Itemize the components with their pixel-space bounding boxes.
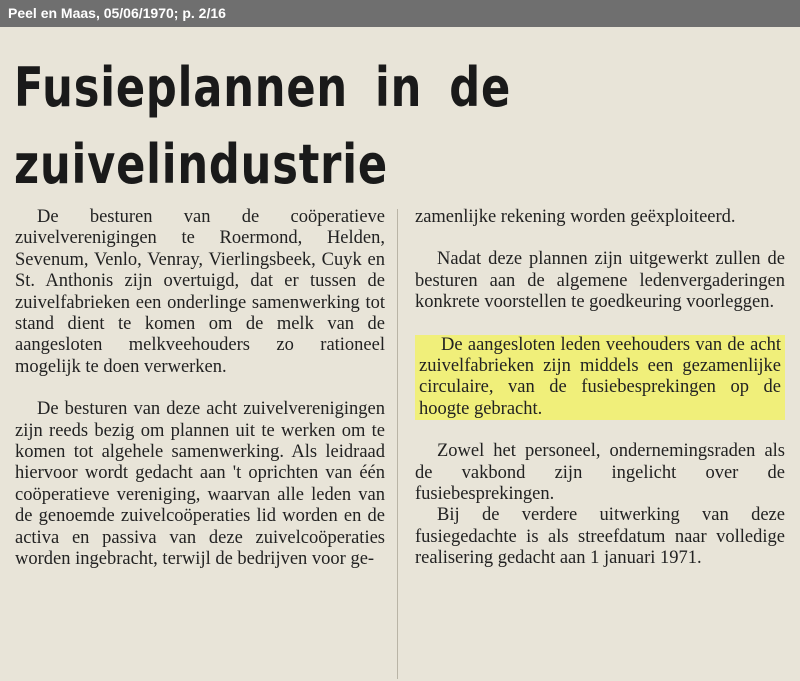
paragraph: Zowel het personeel, ondernemingsraden als de vakbond zijn ingelicht over de fusiebesprekingen. xyxy=(415,441,785,505)
headline-line-2: zuivelindustrie xyxy=(14,133,388,196)
paragraph: De besturen van deze acht zuivelverenigingen zijn reeds bezig om plannen uit te werken om te komen tot algehele samenwerking. Als leidraad hiervoor wordt gedacht aan 't oprichten van één coöperatieve vereniging, waarvan alle leden van de genoemde zuivelcoöperaties lid worden en de activa en passiva van deze zuivelcoöperaties worden ingebracht, terwijl de bedrijven voor ge- xyxy=(15,399,385,570)
paragraph: zamenlijke rekening worden geëxploiteerd. xyxy=(415,207,736,227)
article-column-right xyxy=(415,207,785,570)
column-divider xyxy=(397,209,398,679)
paragraph: Nadat deze plannen zijn uitgewerkt zullen de besturen aan de algemene ledenvergaderingen konkrete voorstellen te goedkeuring voorleggen. xyxy=(415,249,785,313)
newspaper-clipping xyxy=(0,27,800,681)
paragraph: De besturen van de coöperatieve zuivelverenigingen te Roermond, Helden, Sevenum, Venlo, Venray, Vierlingsbeek, Cuyk en St. Anthonis zijn overtuigd, dat er tussen de zuivelfabrieken een onderlinge samenwerking tot stand dient te komen om de melk van de aangesloten melkveehouders zo rationeel mogelijk te doen verwerken. xyxy=(15,207,385,377)
source-header: Peel en Maas, 05/06/1970; p. 2/16 xyxy=(0,0,800,27)
paragraph: Bij de verdere uitwerking van deze fusiegedachte is als streefdatum naar volledige realisering gedacht aan 1 januari 1971. xyxy=(415,505,785,569)
headline-line-1: Fusieplannen in de xyxy=(14,56,512,119)
highlighted-paragraph: De aangesloten leden veehouders van de acht zuivelfabrieken zijn middels een gezamenlijke circulaire, van de fusiebesprekingen op de hoogte gebracht. xyxy=(415,335,785,421)
article-column-left xyxy=(15,207,385,571)
